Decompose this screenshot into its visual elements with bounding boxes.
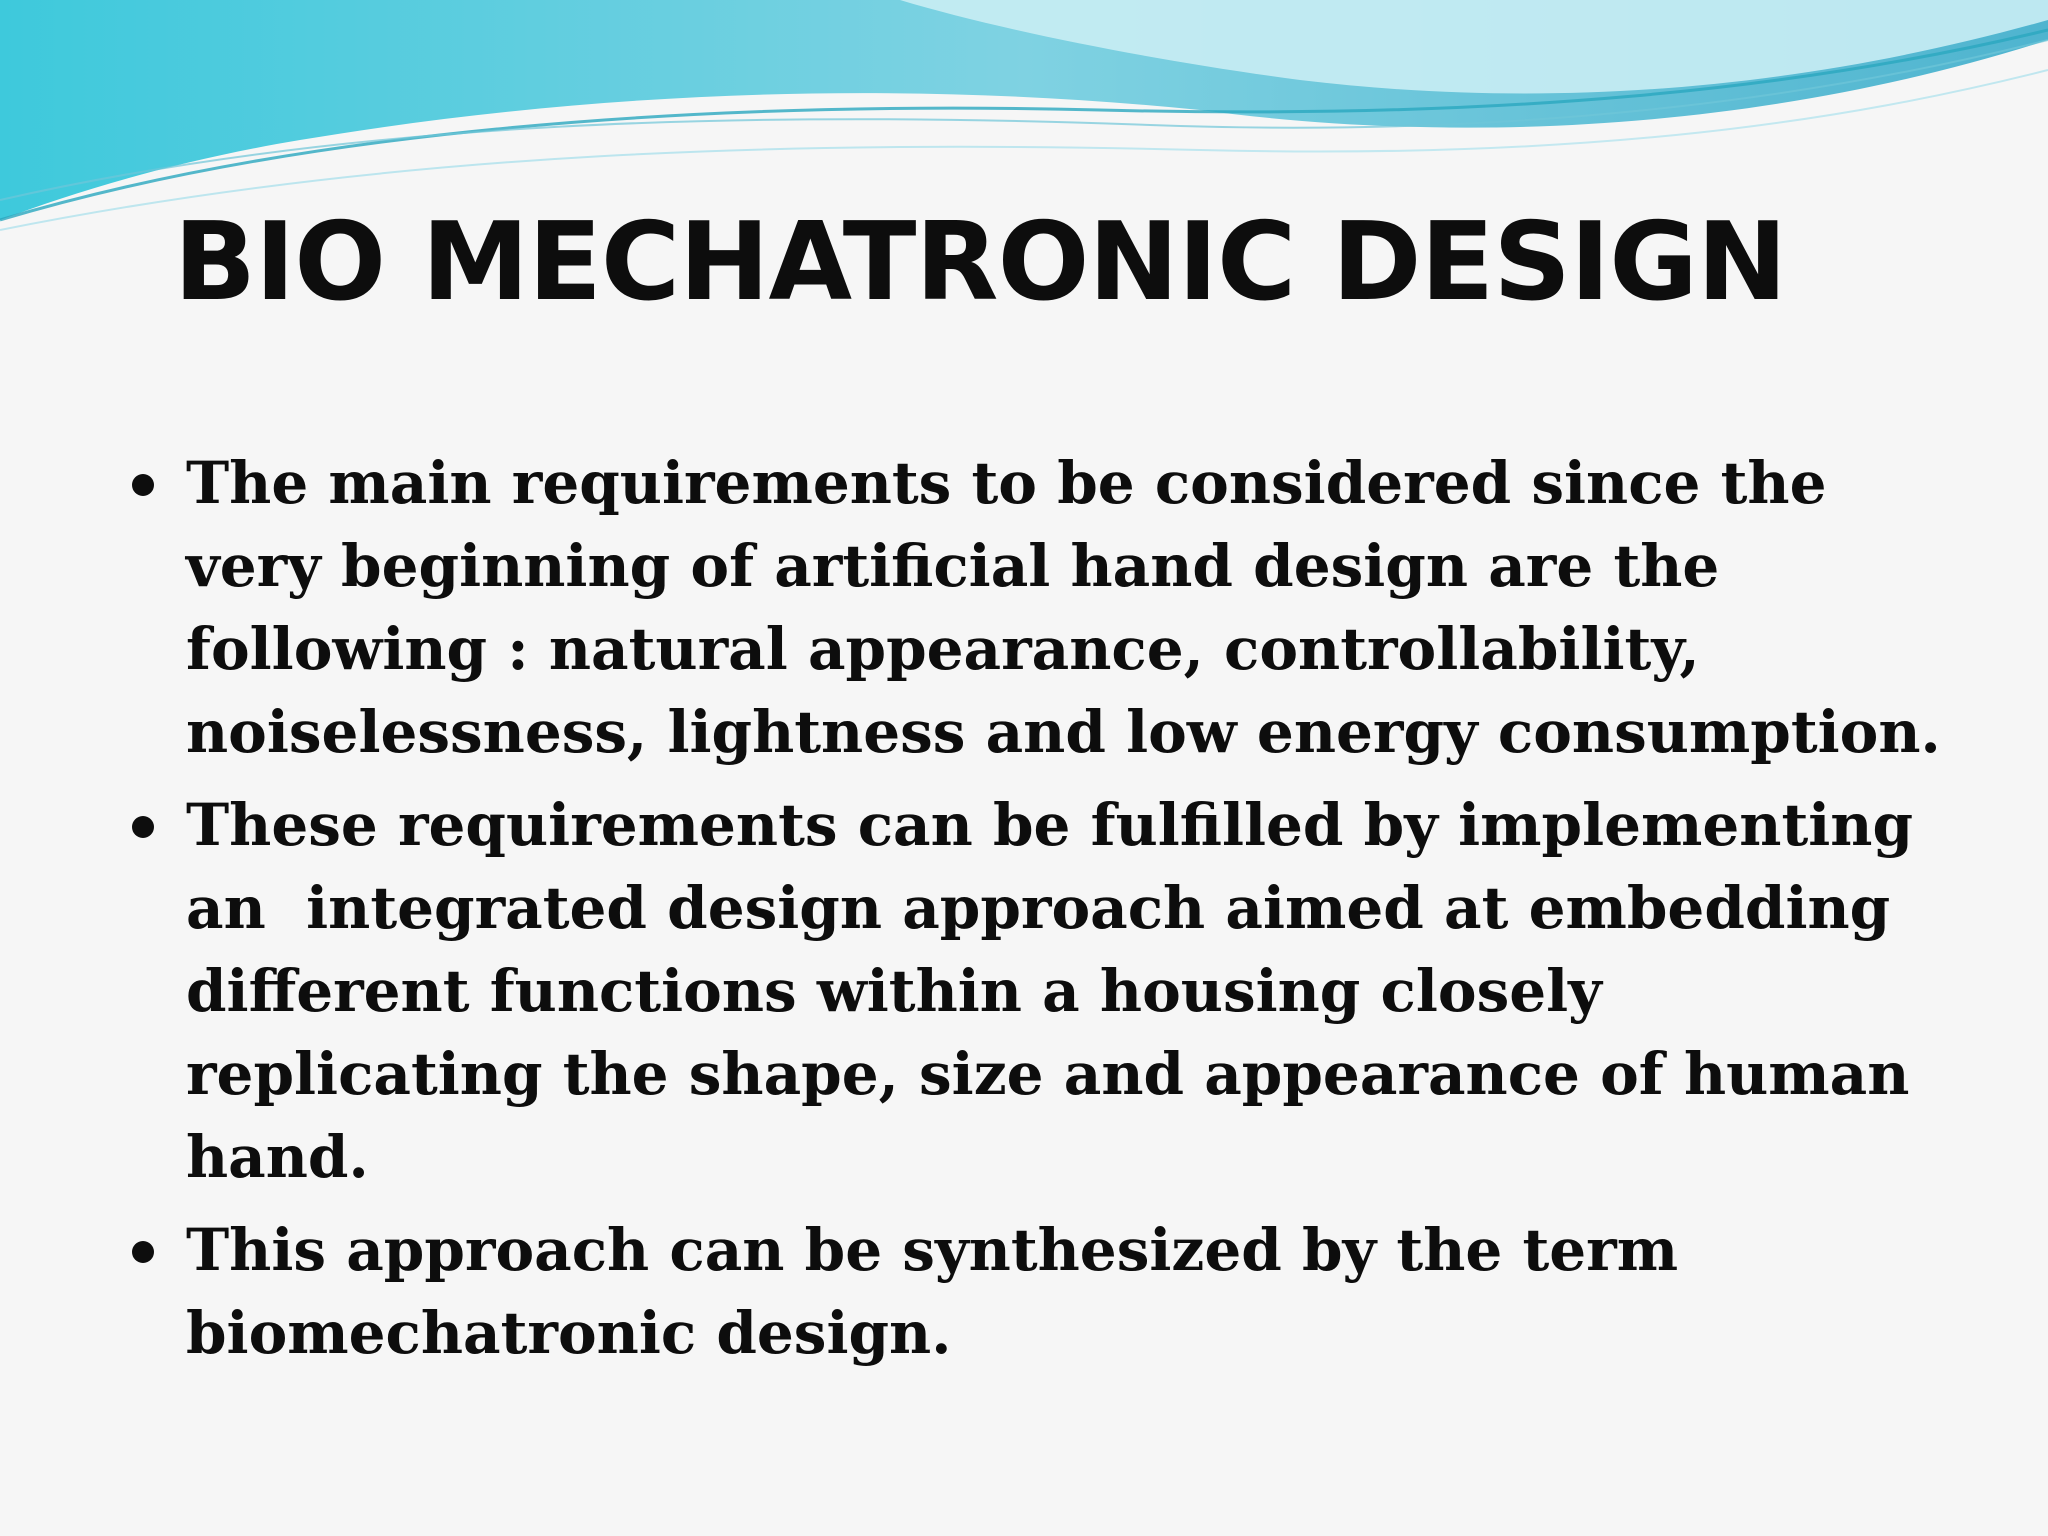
bullet-line: The main requirements to be considered since the: [186, 449, 1827, 517]
bullet-line: replicating the shape, size and appearance of human: [186, 1040, 1910, 1108]
bullet-line: This approach can be synthesized by the term: [186, 1216, 1679, 1284]
bullet-line: biomechatronic design.: [186, 1299, 952, 1367]
bullet-dot-icon: [132, 474, 154, 496]
slide-title: BIO MECHATRONIC DESIGN: [173, 200, 1787, 325]
bullet-line: following : natural appearance, controllability,: [186, 615, 1700, 683]
bullet-item-integrated-design: [128, 784, 2008, 1199]
bullet-line: noiselessness, lightness and low energy consumption.: [186, 698, 1941, 766]
bullet-item-requirements: [128, 442, 2008, 774]
bullet-line: an integrated design approach aimed at embedding: [186, 874, 1891, 942]
bullet-line: hand.: [186, 1123, 369, 1191]
bullet-item-synthesized: [128, 1209, 2008, 1375]
bullet-list: [128, 442, 2008, 1385]
bullet-dot-icon: [132, 816, 154, 838]
bullet-line: different functions within a housing closely: [186, 957, 1602, 1025]
bullet-line: very beginning of artificial hand design are the: [186, 532, 1720, 600]
bullet-dot-icon: [132, 1241, 154, 1263]
bullet-line: These requirements can be fulfilled by implementing: [186, 791, 1914, 859]
